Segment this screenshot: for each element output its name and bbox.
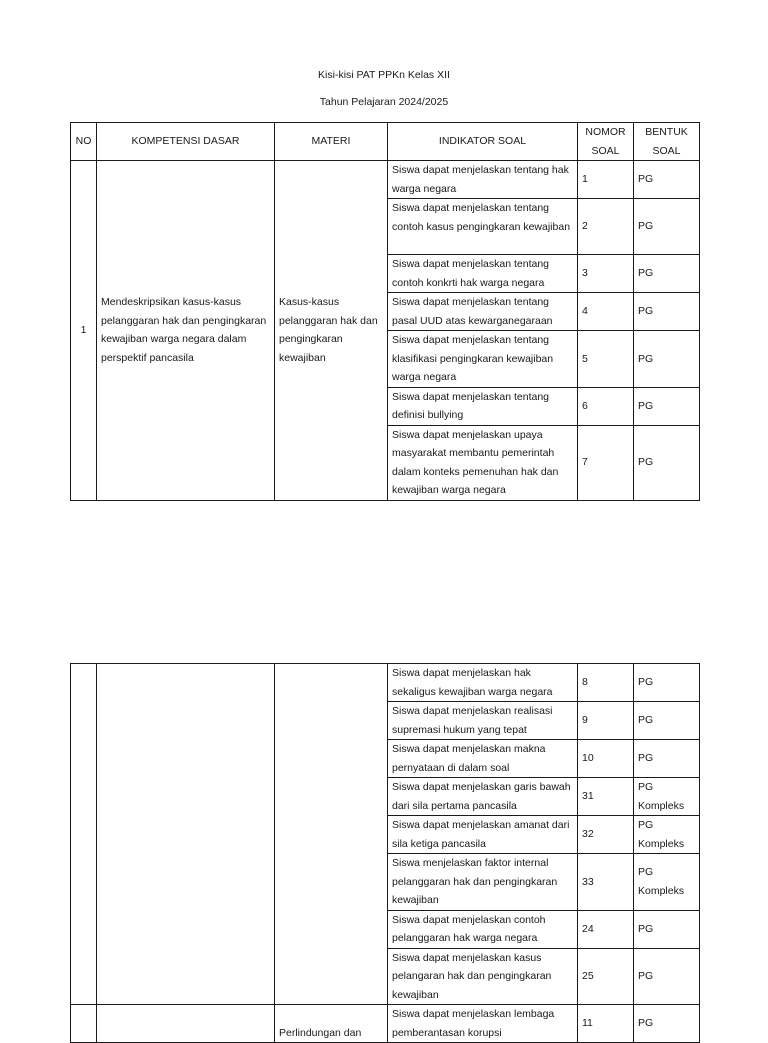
kisi-kisi-table-page-1: [70, 122, 700, 501]
row-number: [71, 664, 97, 1005]
header-no: NO: [71, 123, 97, 161]
document-subtitle: Tahun Pelajaran 2024/2025: [319, 96, 449, 108]
indikator-cell: Siswa menjelaskan faktor internal pelanggaran hak dan pengingkaran kewajiban: [388, 854, 578, 911]
indikator-cell: Siswa dapat menjelaskan upaya masyarakat membantu pemerintah dalam konteks pemenuhan hak dan kewajiban warga negara: [388, 425, 578, 500]
indikator-cell: Siswa dapat menjelaskan makna pernyataan di dalam soal: [388, 740, 578, 778]
kompetensi-dasar-cell: Mendeskripsikan kasus-kasus pelanggaran hak dan pengingkaran kewajiban warga negara dalam perspektif pancasila: [97, 161, 275, 501]
header-kompetensi-dasar: KOMPETENSI DASAR: [97, 123, 275, 161]
bentuk-cell: PG: [634, 425, 700, 500]
nomor-cell: 3: [578, 255, 634, 293]
header-indikator-soal: INDIKATOR SOAL: [388, 123, 578, 161]
indikator-cell: Siswa dapat menjelaskan garis bawah dari sila pertama pancasila: [388, 778, 578, 816]
indikator-cell: Siswa dapat menjelaskan tentang definisi bullying: [388, 387, 578, 425]
bentuk-cell: PG: [634, 1005, 700, 1043]
nomor-cell: 6: [578, 387, 634, 425]
nomor-cell: 4: [578, 293, 634, 331]
nomor-cell: 5: [578, 331, 634, 388]
indikator-cell: Siswa dapat menjelaskan tentang pasal UUD atas kewarganegaraan: [388, 293, 578, 331]
bentuk-cell: PG Kompleks: [634, 854, 700, 911]
header-materi: MATERI: [275, 123, 388, 161]
materi-cell: [275, 664, 388, 1005]
nomor-cell: 33: [578, 854, 634, 911]
bentuk-cell: PG: [634, 740, 700, 778]
bentuk-cell: PG Kompleks: [634, 778, 700, 816]
document-title: Kisi-kisi PAT PPKn Kelas XII: [318, 69, 450, 81]
bentuk-cell: PG: [634, 948, 700, 1005]
indikator-cell: Siswa dapat menjelaskan tentang contoh konkrti hak warga negara: [388, 255, 578, 293]
kompetensi-dasar-cell: [97, 664, 275, 1005]
bentuk-cell: PG: [634, 161, 700, 199]
row-number: 1: [71, 161, 97, 501]
indikator-cell: Siswa dapat menjelaskan tentang hak warga negara: [388, 161, 578, 199]
bentuk-cell: PG: [634, 293, 700, 331]
nomor-cell: 2: [578, 199, 634, 255]
indikator-cell: Siswa dapat menjelaskan realisasi supremasi hukum yang tepat: [388, 702, 578, 740]
nomor-cell: 9: [578, 702, 634, 740]
bentuk-cell: PG: [634, 910, 700, 948]
nomor-cell: 31: [578, 778, 634, 816]
table-row: [71, 161, 700, 199]
nomor-cell: 24: [578, 910, 634, 948]
bentuk-cell: PG: [634, 199, 700, 255]
header-nomor-soal: NOMOR SOAL: [578, 123, 634, 161]
bentuk-cell: PG: [634, 702, 700, 740]
indikator-cell: Siswa dapat menjelaskan tentang klasifikasi pengingkaran kewajiban warga negara: [388, 331, 578, 388]
bentuk-cell: PG: [634, 331, 700, 388]
indikator-cell: Siswa dapat menjelaskan kasus pelangaran hak dan pengingkaran kewajiban: [388, 948, 578, 1005]
header-bentuk-soal: BENTUK SOAL: [634, 123, 700, 161]
indikator-cell: Siswa dapat menjelaskan contoh pelanggaran hak warga negara: [388, 910, 578, 948]
nomor-cell: 32: [578, 816, 634, 854]
table-row: [71, 664, 700, 702]
materi-cell: Perlindungan dan: [275, 1005, 388, 1043]
bentuk-cell: PG Kompleks: [634, 816, 700, 854]
nomor-cell: 10: [578, 740, 634, 778]
kisi-kisi-table-page-2: [70, 663, 700, 1043]
bentuk-cell: PG: [634, 387, 700, 425]
nomor-cell: 25: [578, 948, 634, 1005]
nomor-cell: 8: [578, 664, 634, 702]
materi-cell: Kasus-kasus pelanggaran hak dan pengingkaran kewajiban: [275, 161, 388, 501]
nomor-cell: 11: [578, 1005, 634, 1043]
indikator-cell: Siswa dapat menjelaskan tentang contoh kasus pengingkaran kewajiban: [388, 199, 578, 255]
indikator-cell: Siswa dapat menjelaskan amanat dari sila ketiga pancasila: [388, 816, 578, 854]
bentuk-cell: PG: [634, 664, 700, 702]
table-header-row: [71, 123, 700, 161]
nomor-cell: 1: [578, 161, 634, 199]
nomor-cell: 7: [578, 425, 634, 500]
indikator-cell: Siswa dapat menjelaskan lembaga pemberantasan korupsi: [388, 1005, 578, 1043]
bentuk-cell: PG: [634, 255, 700, 293]
indikator-cell: Siswa dapat menjelaskan hak sekaligus kewajiban warga negara: [388, 664, 578, 702]
